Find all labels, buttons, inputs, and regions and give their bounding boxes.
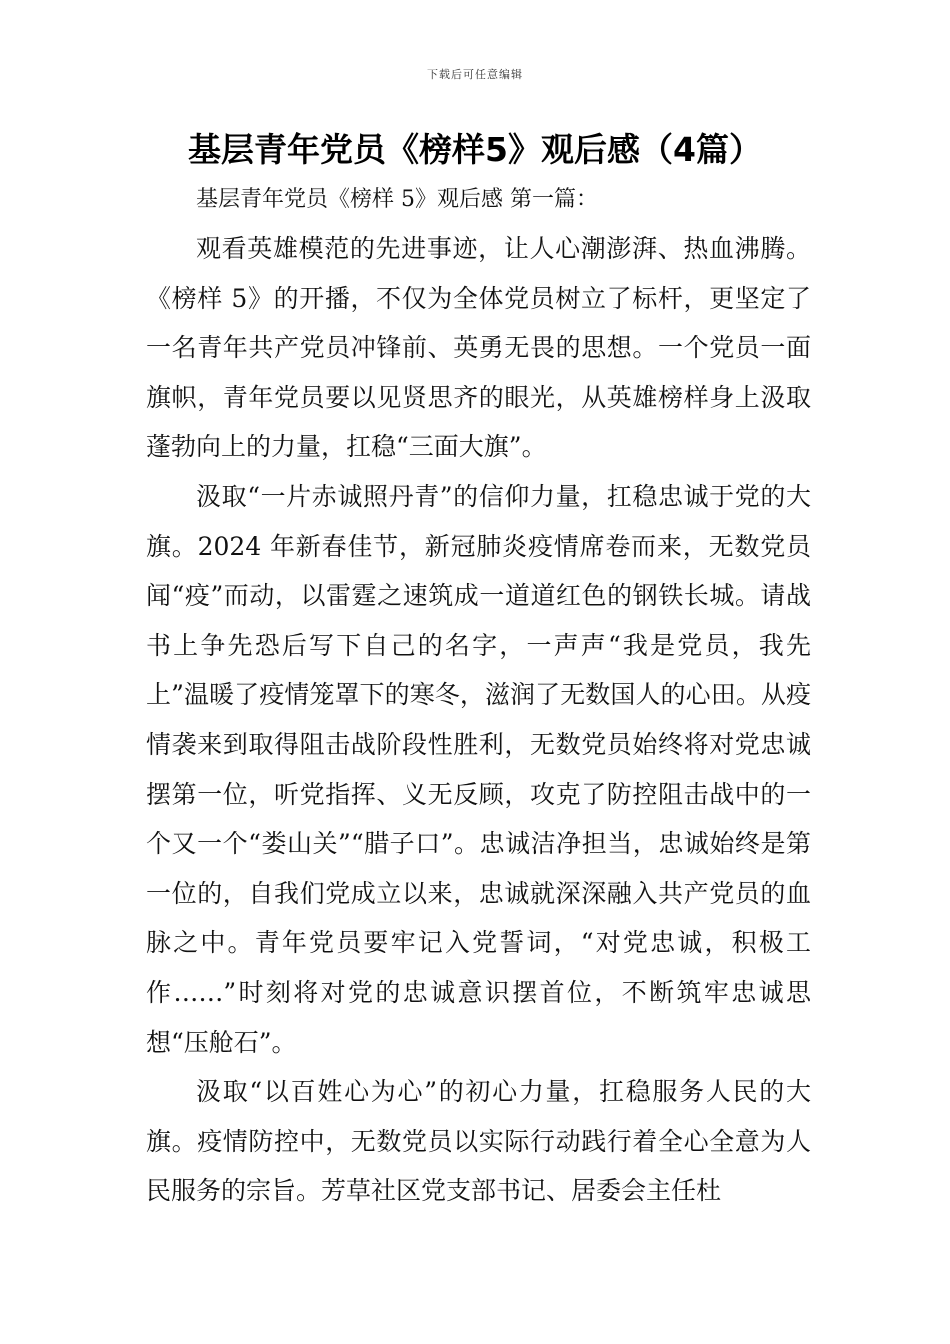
page-header-note: 下载后可任意编辑 (427, 68, 523, 81)
document-title: 基层青年党员《榜样5》观后感（4篇） (188, 130, 762, 169)
paragraph-1: 观看英雄模范的先进事迹，让人心潮澎湃、热血沸腾。《榜样 5》的开播，不仅为全体党员树立了标杆，更坚定了一名青年共产党员冲锋前、英勇无畏的思想。一个党员一面旗帜，青年党员要以见贤思齐的眼光，从英雄榜样身上汲取蓬勃向上的力量，扛稳“三面大旗”。 (146, 234, 811, 462)
paragraph-2: 汲取“一片赤诚照丹青”的信仰力量，扛稳忠诚于党的大旗。2024 年新春佳节，新冠肺炎疫情席卷而来，无数党员闻“疫”而动，以雷霆之速筑成一道道红色的钢铁长城。请战书上争先恐后写下自己的名字，一声声“我是党员，我先上”温暖了疫情笼罩下的寒冬，滋润了无数国人的心田。从疫情袭来到取得阻击战阶段性胜利，无数党员始终将对党忠诚摆第一位，听党指挥、义无反顾，攻克了防控阻击战中的一个又一个“娄山关”“腊子口”。忠诚洁净担当，忠诚始终是第一位的，自我们党成立以来，忠诚就深深融入共产党员的血脉之中。青年党员要牢记入党誓词，“对党忠诚，积极工作……”时刻将对党的忠诚意识摆首位，不断筑牢忠诚思想“压舱石”。 (146, 481, 811, 1057)
section-label: 基层青年党员《榜样 5》观后感 第一篇： (196, 187, 598, 212)
paragraph-3: 汲取“以百姓心为心”的初心力量，扛稳服务人民的大旗。疫情防控中，无数党员以实际行动践行着全心全意为人民服务的宗旨。芳草社区党支部书记、居委会主任杜 (146, 1077, 811, 1206)
document-body (146, 176, 811, 1216)
